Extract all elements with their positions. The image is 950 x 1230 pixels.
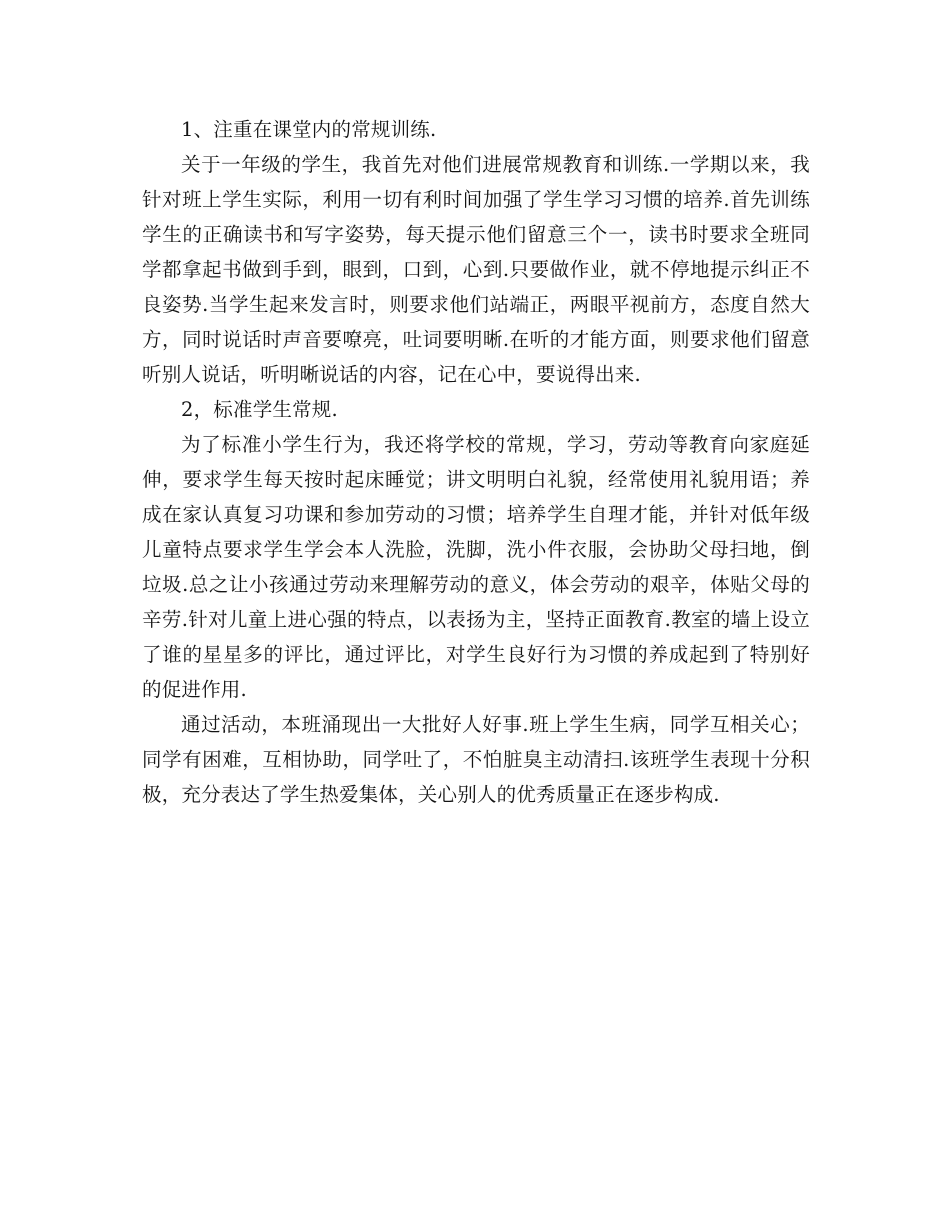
section-2-heading: 2，标准学生常规.: [181, 398, 338, 421]
section-1-paragraph: 关于一年级的学生，我首先对他们进展常规教育和训练.一学期以来，我针对班上学生实际，利用一切有利时间加强了学生学习习惯的培养.首先训练学生的正确读书和写字姿势，每天提示他们留意三个一，读书时要求全班同学都拿起书做到手到，眼到，口到，心到.只要做作业，就不停地提示纠正不良姿势.当学生起来发言时，则要求他们站端正，两眼平视前方，态度自然大方，同时说话时声音要嘹亮，吐词要明晰.在听的才能方面，则要求他们留意听别人说话，听明晰说话的内容，记在心中，要说得出来.: [142, 153, 810, 386]
section-2-paragraph: 为了标准小学生行为，我还将学校的常规，学习，劳动等教育向家庭延伸，要求学生每天按时起床睡觉；讲文明明白礼貌，经常使用礼貌用语；养成在家认真复习功课和参加劳动的习惯；培养学生自理才能，并针对低年级儿童特点要求学生学会本人洗脸，洗脚，洗小件衣服，会协助父母扫地，倒垃圾.总之让小孩通过劳动来理解劳动的意义，体会劳动的艰辛，体贴父母的辛劳.针对儿童上进心强的特点，以表扬为主，坚持正面教育.教室的墙上设立了谁的星星多的评比，通过评比，对学生良好行为习惯的养成起到了特别好的促进作用.: [142, 433, 810, 701]
section-1-heading: 1、注重在课堂内的常规训练.: [181, 118, 437, 141]
document-body: [142, 112, 810, 812]
closing-paragraph: 通过活动，本班涌现出一大批好人好事.班上学生生病，同学互相关心；同学有困难，互相协助，同学吐了，不怕脏臭主动清扫.该班学生表现十分积极，充分表达了学生热爱集体，关心别人的优秀质量正在逐步构成.: [142, 713, 810, 806]
